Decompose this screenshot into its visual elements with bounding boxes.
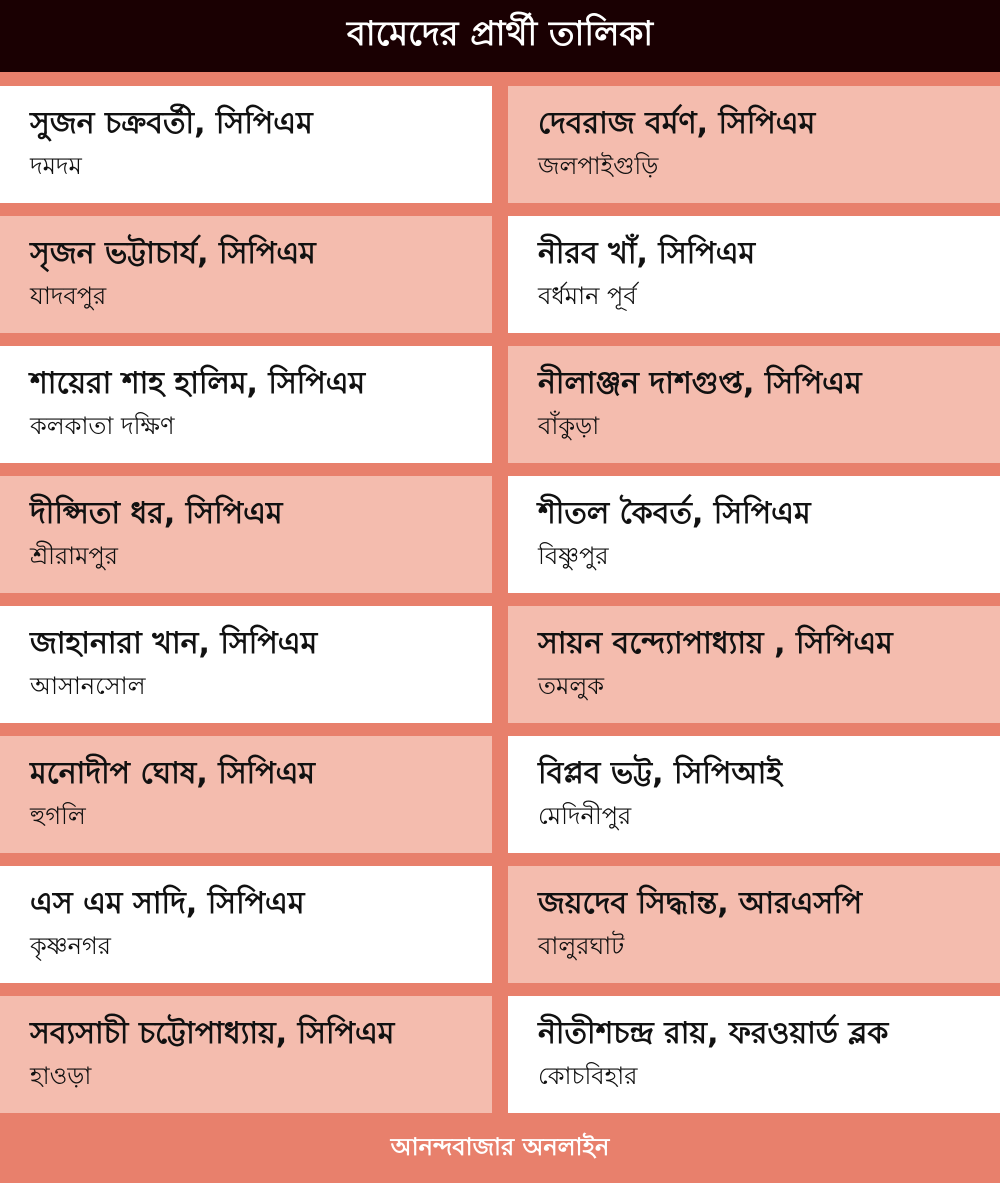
candidate-name: সুজন চক্রবর্তী, সিপিএম xyxy=(30,106,313,141)
candidate-name: জাহানারা খান, সিপিএম xyxy=(30,626,318,661)
constituency: মেদিনীপুর xyxy=(538,802,632,830)
constituency: বর্ধমান পূর্ব xyxy=(538,282,637,310)
candidate-name: শায়েরা শাহ হালিম, সিপিএম xyxy=(30,366,366,401)
candidate-card xyxy=(0,346,492,463)
constituency: যাদবপুর xyxy=(30,282,107,310)
constituency: জলপাইগুড়ি xyxy=(538,152,659,180)
candidate-card xyxy=(0,996,492,1113)
constituency: শ্রীরামপুর xyxy=(30,542,118,570)
constituency: কৃষ্ণনগর xyxy=(30,932,111,960)
constituency: বাঁকুড়া xyxy=(538,412,600,440)
candidate-card xyxy=(508,476,1000,593)
candidate-card xyxy=(508,86,1000,203)
candidate-name: জয়দেব সিদ্ধান্ত, আরএসপি xyxy=(538,886,863,921)
constituency: আসানসোল xyxy=(30,672,146,700)
candidate-name: নীলাঞ্জন দাশগুপ্ত, সিপিএম xyxy=(538,366,862,401)
candidate-name: শীতল কৈবর্ত, সিপিএম xyxy=(538,496,811,531)
constituency: কলকাতা দক্ষিণ xyxy=(30,412,175,440)
constituency: কোচবিহার xyxy=(538,1062,638,1090)
candidate-card xyxy=(508,606,1000,723)
candidate-card xyxy=(0,736,492,853)
constituency: দমদম xyxy=(30,152,82,180)
candidate-name: এস এম সাদি, সিপিএম xyxy=(30,886,305,921)
candidate-card xyxy=(0,606,492,723)
constituency: বিষ্ণুপুর xyxy=(538,542,609,570)
publisher-credit: আনন্দবাজার অনলাইন xyxy=(390,1133,610,1161)
candidate-card xyxy=(508,866,1000,983)
candidate-card xyxy=(0,866,492,983)
constituency: তমলুক xyxy=(538,672,605,700)
candidate-grid xyxy=(0,86,1000,1113)
candidate-card xyxy=(508,996,1000,1113)
candidate-name: বিপ্লব ভট্ট, সিপিআই xyxy=(538,756,782,791)
candidate-card xyxy=(0,476,492,593)
page-title: বামেদের প্রার্থী তালিকা xyxy=(0,0,1000,72)
constituency: হাওড়া xyxy=(30,1062,92,1090)
candidate-name: সায়ন বন্দ্যোপাধ্যায় , সিপিএম xyxy=(538,626,893,661)
candidate-card xyxy=(508,216,1000,333)
candidate-card xyxy=(508,346,1000,463)
candidate-name: সব্যসাচী চট্টোপাধ্যায়, সিপিএম xyxy=(30,1016,395,1051)
candidate-name: নীরব খাঁ, সিপিএম xyxy=(538,236,756,271)
candidate-card xyxy=(508,736,1000,853)
constituency: হুগলি xyxy=(30,802,86,830)
candidate-card xyxy=(0,216,492,333)
candidate-name: মনোদীপ ঘোষ, সিপিএম xyxy=(30,756,316,791)
candidate-name: সৃজন ভট্টাচার্য, সিপিএম xyxy=(30,236,316,271)
candidate-card xyxy=(0,86,492,203)
constituency: বালুরঘাট xyxy=(538,932,625,960)
candidate-name: দেবরাজ বর্মণ, সিপিএম xyxy=(538,106,816,141)
candidate-name: দীপ্সিতা ধর, সিপিএম xyxy=(30,496,283,531)
candidate-name: নীতীশচন্দ্র রায়, ফরওয়ার্ড ব্লক xyxy=(538,1016,889,1051)
